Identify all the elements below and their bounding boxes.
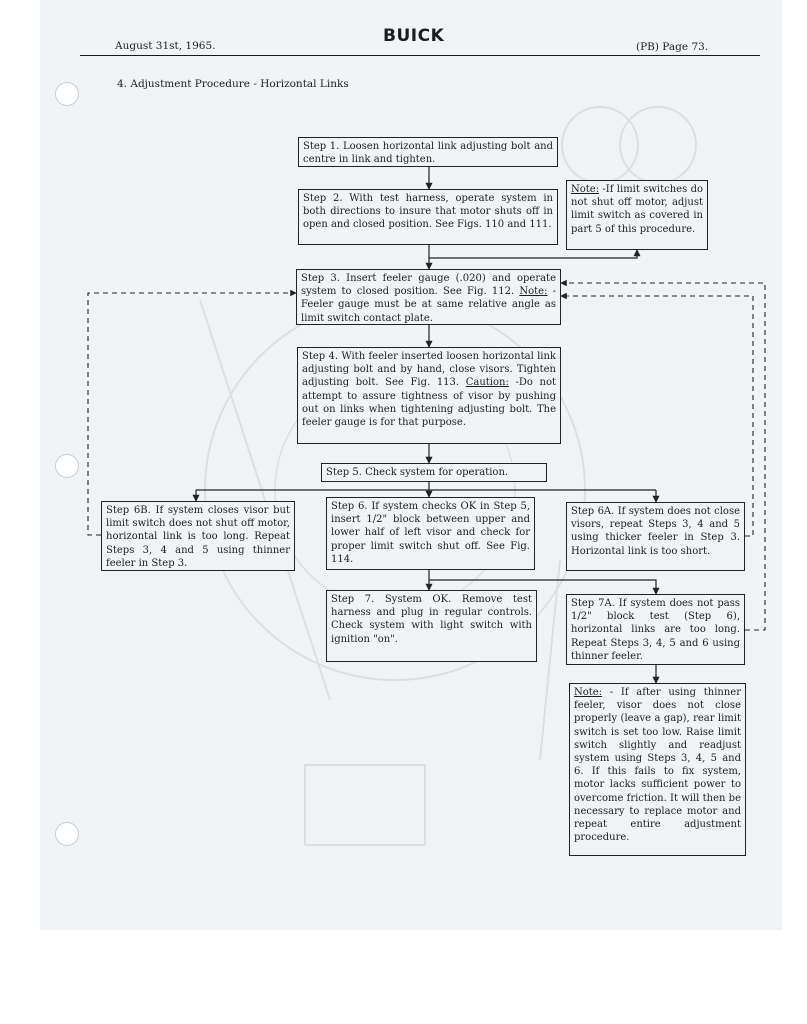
note-friction-box (569, 683, 746, 856)
header-date: August 31st, 1965. (115, 40, 216, 52)
step-6a-text: Step 6A. If system does not close visors, repeat Steps 3, 4 and 5 using thicker feeler in Step 3. Horizontal link is too short. (571, 506, 740, 557)
step-1-box (298, 137, 558, 167)
note-limit-switch-text: -If limit switches do not shut off motor, adjust limit switch as covered in part 5 of this procedure. (571, 184, 703, 235)
step-5-text: Step 5. Check system for operation. (326, 467, 509, 478)
note-label: Note: (574, 687, 603, 698)
step-3-note-text: -Feeler gauge must be at same relative angle as limit switch contact plate. (301, 286, 556, 324)
step-6b-box (101, 501, 295, 571)
step-4-box (297, 347, 561, 444)
header-page-number: (PB) Page 73. (636, 41, 709, 53)
step-6b-text: Step 6B. If system closes visor but limit switch does not shut off motor, horizontal link is too long. Repeat Steps 3, 4 and 5 using thinner feeler in Step 3. (106, 505, 290, 569)
step-7-box (326, 590, 537, 662)
step-7-text: Step 7. System OK. Remove test harness and plug in regular controls. Check system with light switch with ignition "on". (331, 594, 532, 645)
section-title: 4. Adjustment Procedure - Horizontal Links (117, 78, 349, 90)
step-6a-box (566, 502, 745, 571)
step-1-text: Step 1. Loosen horizontal link adjusting bolt and centre in link and tighten. (303, 141, 553, 166)
step-3-note-label: Note: (519, 286, 548, 298)
step-2-box (298, 189, 558, 245)
note-friction-text: - If after using thinner feeler, visor does not close properly (leave a gap), rear limit switch is set too low. Raise limit switch slightly and readjust system using Steps 3, 4, 5 and 6. If this fails to fix system, motor lacks sufficient power to overcome friction. It will then be necessary to replace motor and repeat entire adjustment procedure. (574, 687, 741, 844)
step-3-text: Step 3. Insert feeler gauge (.020) and operate system to closed position. See Fig. 112. (301, 273, 556, 298)
note-limit-switch-box (566, 180, 708, 250)
step-4-caution-label: Caution: (465, 377, 509, 389)
step-7a-text: Step 7A. If system does not pass 1/2" block test (Step 6), horizontal links are too long. Repeat Steps 3, 4, 5 and 6 using thinner feeler. (571, 598, 740, 662)
step-5-box (321, 463, 547, 482)
step-2-text: Step 2. With test harness, operate system in both directions to insure that motor shuts off in open and closed position. See Figs. 110 and 111. (303, 193, 553, 231)
step-7a-box (566, 594, 745, 665)
step-3-box (296, 269, 561, 325)
step-6-box (326, 497, 535, 570)
header-brand: BUICK (383, 26, 445, 46)
step-6-text: Step 6. If system checks OK in Step 5, insert 1/2" block between upper and lower half of left visor and check for proper limit switch shut off. See Fig. 114. (331, 501, 530, 565)
step-4-text: Step 4. With feeler inserted loosen horizontal link adjusting bolt and by hand, close visors. Tighten adjusting bolt. See Fig. 113. (302, 351, 556, 389)
note-label: Note: (571, 184, 600, 195)
step-4-caution-text: -Do not attempt to assure tightness of visor by pushing out on links when tightening adjusting bolt. The feeler gauge is for that purpose. (302, 377, 556, 429)
